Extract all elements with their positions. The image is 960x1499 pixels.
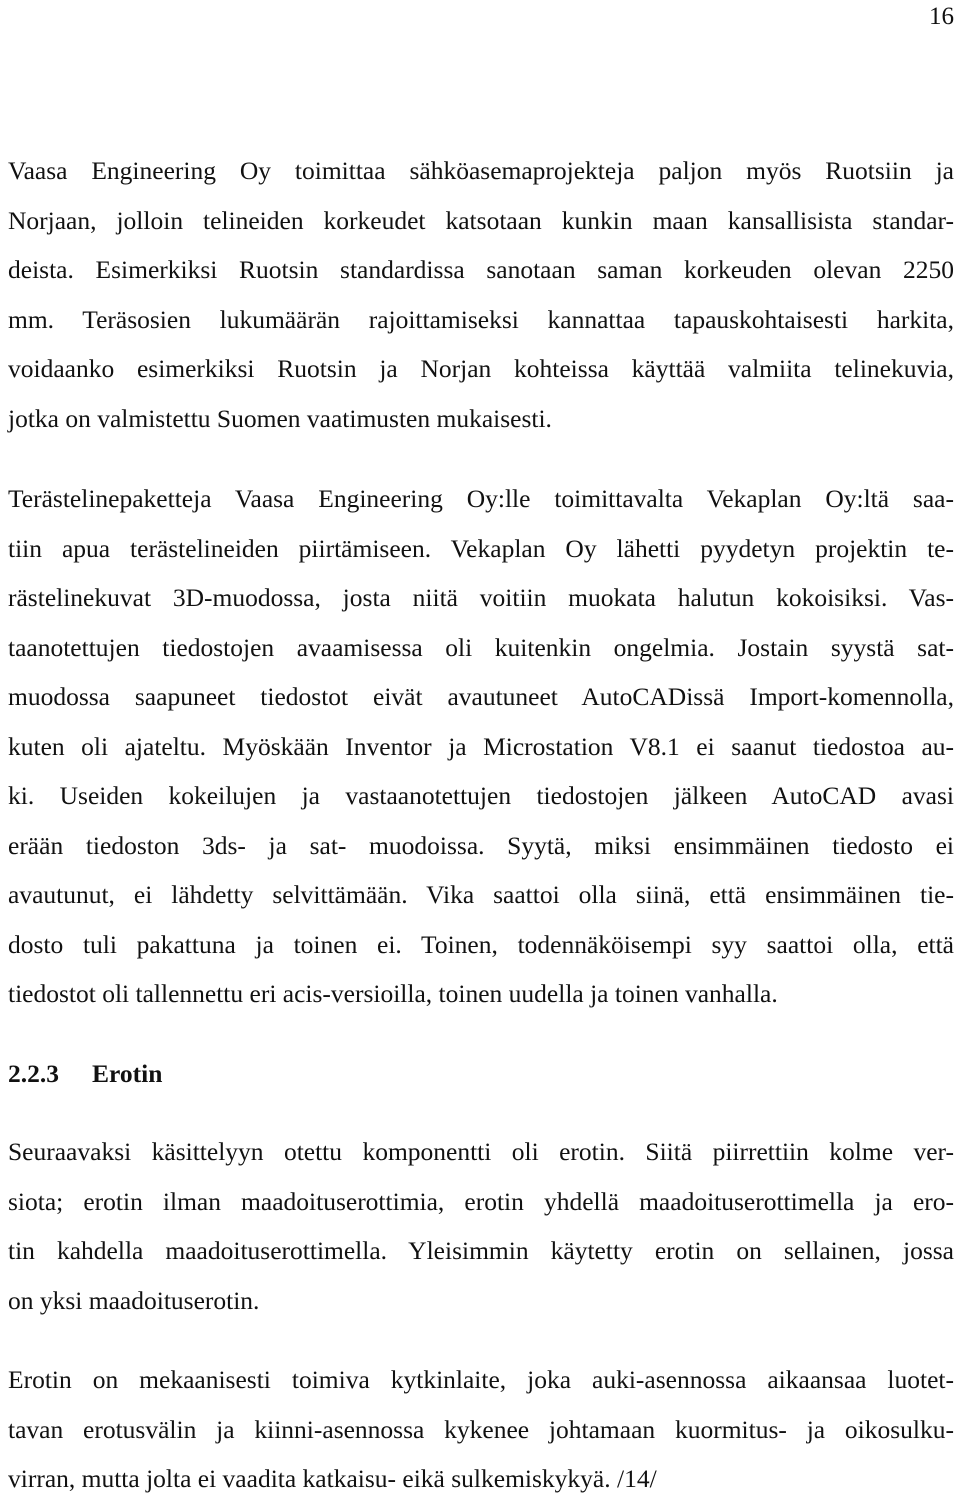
section-title: Erotin [92,1059,163,1088]
text-line: tin kahdella maadoituserottimella. Yleisimmin käytetty erotin on sellainen, jossa [8,1236,954,1265]
text-line: Vaasa Engineering Oy toimittaa sähköasemaprojekteja paljon myös Ruotsiin ja [8,156,954,185]
text-line: jotka on valmistettu Suomen vaatimusten mukaisesti. [8,404,552,433]
text-line: rästelinekuvat 3D-muodossa, josta niitä voitiin muokata halutun kokoisiksi. Vas- [8,583,954,612]
page-number: 16 [929,3,954,30]
text-line: ki. Useiden kokeilujen ja vastaanotettujen tiedostojen jälkeen AutoCAD avasi [8,781,954,810]
text-line: on yksi maadoituserotin. [8,1286,260,1315]
text-line: Norjaan, jolloin telineiden korkeudet katsotaan kunkin maan kansallisista standar- [8,206,954,235]
text-line: kuten oli ajateltu. Myöskään Inventor ja Microstation V8.1 ei saanut tiedostoa au- [8,732,954,761]
text-line: dosto tuli pakattuna ja toinen ei. Toinen, todennäköisempi syy saattoi olla, että [8,930,954,959]
text-line: tiin apua terästelineiden piirtämiseen. Vekaplan Oy lähetti pyydetyn projektin te- [8,534,954,563]
text-line: siota; erotin ilman maadoituserottimia, erotin yhdellä maadoituserottimella ja ero- [8,1187,954,1216]
section-heading [8,1058,162,1090]
text-line: deista. Esimerkiksi Ruotsin standardissa sanotaan saman korkeuden olevan 2250 [8,255,954,284]
text-line: avautunut, ei lähdetty selvittämään. Vika saattoi olla siinä, että ensimmäinen tie- [8,880,954,909]
text-line: mm. Teräsosien lukumäärän rajoittamiseksi kannattaa tapauskohtaisesti harkita, [8,305,954,334]
text-line: tavan erotusvälin ja kiinni-asennossa kykenee johtamaan kuormitus- ja oikosulku- [8,1415,954,1444]
text-line: muodossa saapuneet tiedostot eivät avautuneet AutoCADissä Import-komennolla, [8,682,954,711]
text-line: virran, mutta jolta ei vaadita katkaisu- eikä sulkemiskykyä. /14/ [8,1464,657,1493]
text-line: voidaanko esimerkiksi Ruotsin ja Norjan kohteissa käyttää valmiita telinekuvia, [8,354,954,383]
text-line: Erotin on mekaanisesti toimiva kytkinlaite, joka auki-asennossa aikaansaa luotet- [8,1365,954,1394]
text-line: Seuraavaksi käsittelyyn otettu komponentti oli erotin. Siitä piirrettiin kolme ver- [8,1137,954,1166]
text-line: erään tiedoston 3ds- ja sat- muodoissa. Syytä, miksi ensimmäinen tiedosto ei [8,831,954,860]
text-line: Terästelinepaketteja Vaasa Engineering Oy:lle toimittavalta Vekaplan Oy:ltä saa- [8,484,954,513]
text-line: taanotettujen tiedostojen avaamisessa oli kuitenkin ongelmia. Jostain syystä sat- [8,633,954,662]
section-number: 2.2.3 [8,1059,59,1088]
text-line: tiedostot oli tallennettu eri acis-versioilla, toinen uudella ja toinen vanhalla. [8,979,778,1008]
